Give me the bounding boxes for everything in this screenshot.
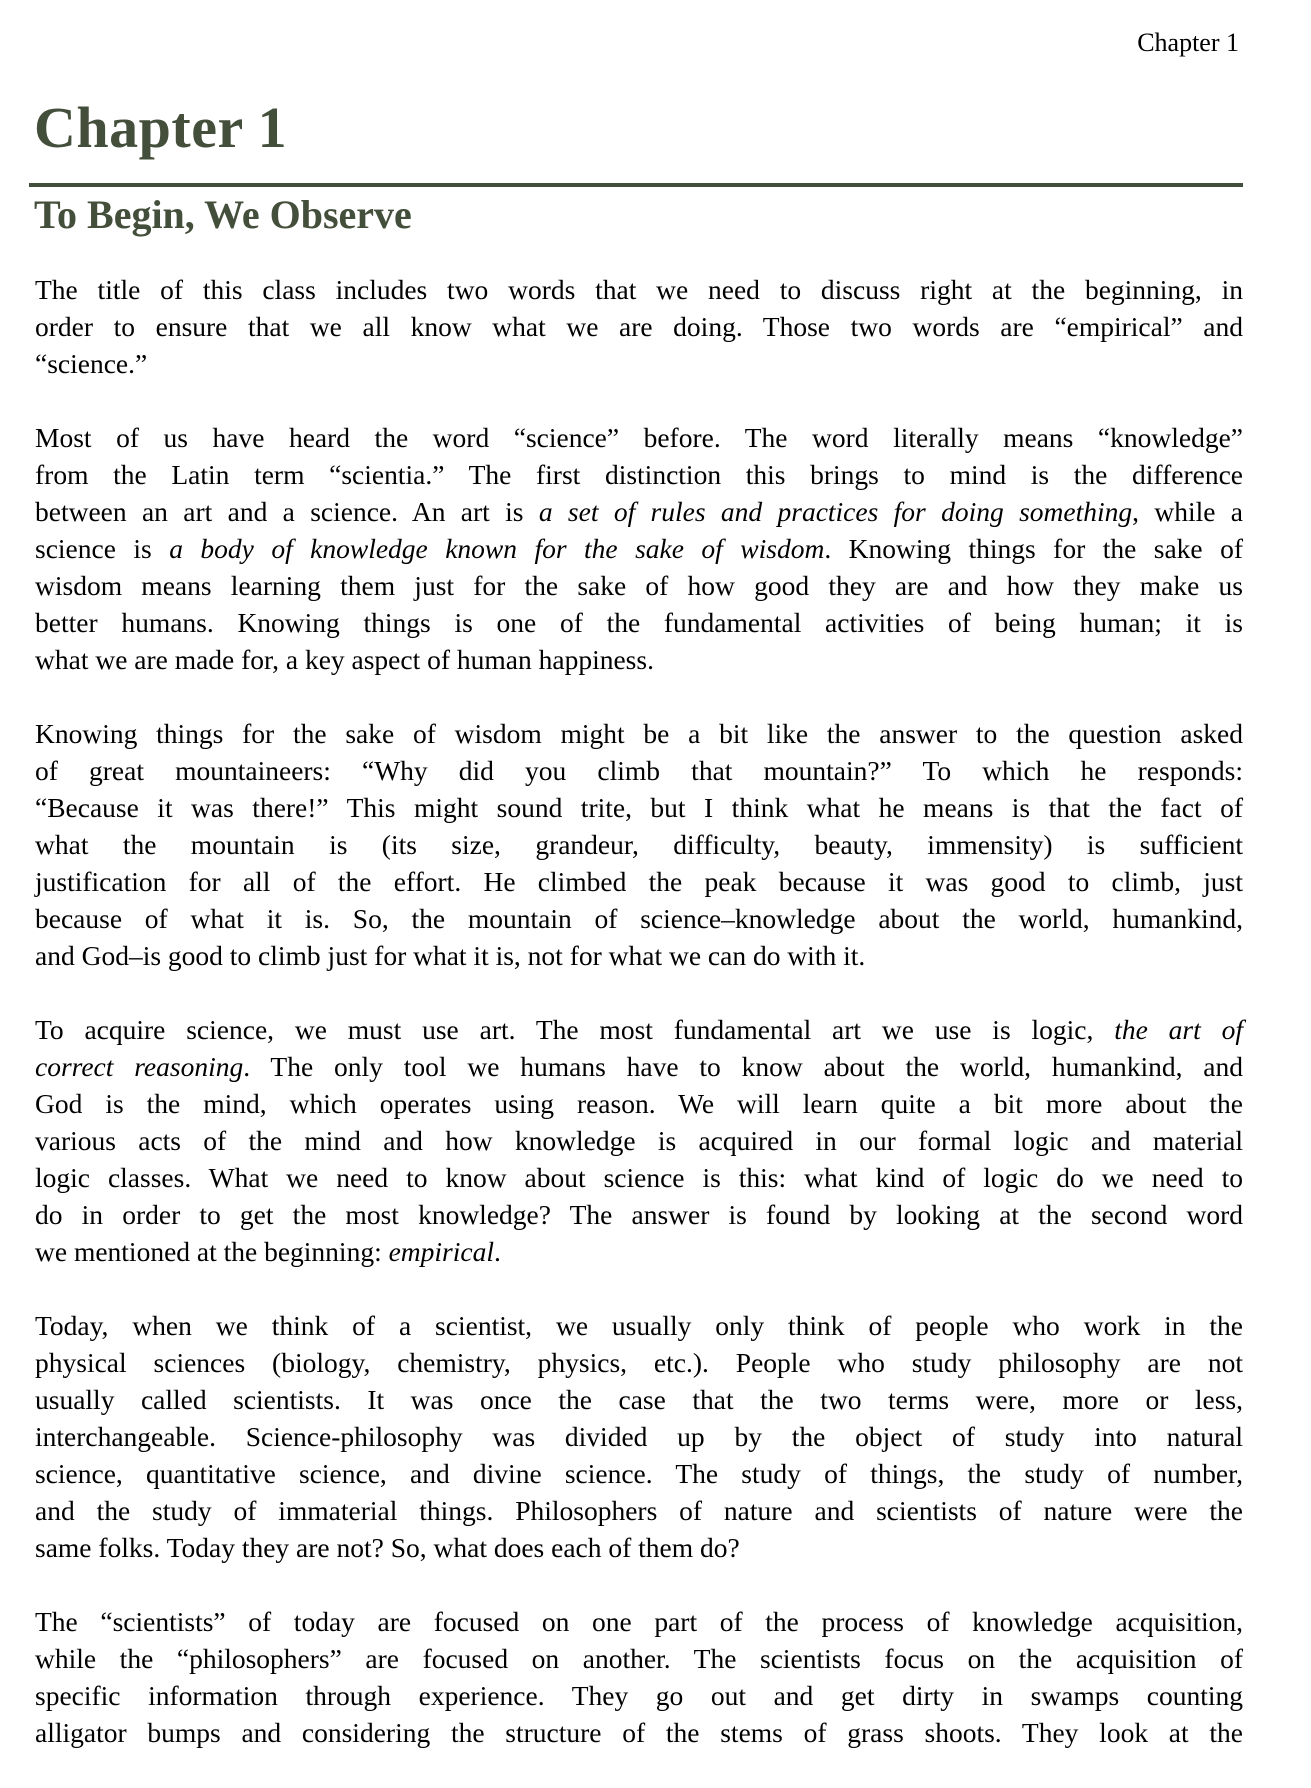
text-run: and the study of immaterial things. Philosophers of nature and scientists of nature were the [35, 1495, 1243, 1526]
text-line [35, 1640, 1243, 1677]
text-run: and God–is good to climb just for what it is, not for what we can do with it. [35, 940, 866, 971]
text-run: . The only tool we humans have to know about the world, humankind, and [243, 1051, 1244, 1082]
text-line [35, 1603, 1243, 1640]
text-line [35, 604, 1243, 641]
text-line [35, 530, 1243, 567]
text-line [35, 900, 1243, 937]
text-run: what we are made for, a key aspect of human happiness. [35, 644, 654, 675]
text-line [35, 1381, 1243, 1418]
chapter-title: Chapter 1 [34, 95, 288, 160]
text-run: Most of us have heard the word “science” before. The word literally means “knowledge” [35, 422, 1243, 453]
text-line [35, 826, 1243, 863]
text-run: do in order to get the most knowledge? The answer is found by looking at the second word [35, 1199, 1243, 1230]
text-line [35, 1048, 1243, 1085]
italic-phrase: a set of rules and practices for doing something [538, 496, 1133, 527]
text-line [35, 715, 1243, 752]
text-run: physical sciences (biology, chemistry, physics, etc.). People who study philosophy are not [35, 1347, 1243, 1378]
text-line [35, 1011, 1243, 1048]
italic-phrase: correct reasoning [35, 1051, 244, 1082]
text-run: science is [35, 533, 170, 564]
text-run: what the mountain is (its size, grandeur, difficulty, beauty, immensity) is sufficient [35, 829, 1243, 860]
chapter-divider-rule [29, 183, 1243, 187]
text-run: same folks. Today they are not? So, what does each of them do? [35, 1532, 740, 1563]
text-run: . [494, 1236, 501, 1267]
paragraph [35, 1307, 1243, 1566]
text-line [35, 1492, 1243, 1529]
text-run: better humans. Knowing things is one of the fundamental activities of being human; it is [35, 607, 1243, 638]
text-run: To acquire science, we must use art. The most fundamental art we use is logic, [35, 1014, 1115, 1045]
text-run: while the “philosophers” are focused on another. The scientists focus on the acquisition of [35, 1643, 1243, 1674]
text-line [35, 308, 1243, 345]
text-run: from the Latin term “scientia.” The first distinction this brings to mind is the difference [35, 459, 1243, 490]
text-run: we mentioned at the beginning: [35, 1236, 389, 1267]
text-line [35, 1233, 1243, 1270]
text-run: alligator bumps and considering the structure of the stems of grass shoots. They look at the [35, 1717, 1243, 1748]
text-run: usually called scientists. It was once the case that the two terms were, more or less, [35, 1384, 1243, 1415]
text-run: order to ensure that we all know what we are doing. Those two words are “empirical” and [35, 311, 1243, 342]
text-line [35, 1714, 1243, 1751]
paragraph [35, 419, 1243, 678]
text-run: science, quantitative science, and divine science. The study of things, the study of number, [35, 1458, 1243, 1489]
text-line [35, 752, 1243, 789]
text-line [35, 1344, 1243, 1381]
text-run: , while a [1132, 496, 1243, 527]
text-line [35, 1196, 1243, 1233]
italic-phrase: the art of [1114, 1014, 1243, 1045]
text-run: “Because it was there!” This might sound trite, but I think what he means is that the fact of [35, 792, 1243, 823]
text-line [35, 641, 1243, 678]
text-line [35, 456, 1243, 493]
text-run: justification for all of the effort. He climbed the peak because it was good to climb, just [35, 866, 1243, 897]
text-run: specific information through experience. They go out and get dirty in swamps counting [35, 1680, 1243, 1711]
text-run: . Knowing things for the sake of [824, 533, 1243, 564]
text-line [35, 1159, 1243, 1196]
text-run: between an art and a science. An art is [35, 496, 539, 527]
text-run: The title of this class includes two words that we need to discuss right at the beginning, in [35, 274, 1243, 305]
text-run: logic classes. What we need to know about science is this: what kind of logic do we need to [35, 1162, 1243, 1193]
text-line [35, 1307, 1243, 1344]
text-line [35, 567, 1243, 604]
text-line [35, 1677, 1243, 1714]
paragraph [35, 1011, 1243, 1270]
text-run: of great mountaineers: “Why did you climb that mountain?” To which he responds: [35, 755, 1243, 786]
text-line [35, 1529, 1243, 1566]
paragraph [35, 271, 1243, 382]
text-line [35, 1418, 1243, 1455]
text-line [35, 937, 1243, 974]
italic-phrase: empirical [388, 1236, 494, 1267]
text-run: God is the mind, which operates using reason. We will learn quite a bit more about the [35, 1088, 1243, 1119]
text-line [35, 345, 1243, 382]
running-header: Chapter 1 [1137, 28, 1239, 57]
paragraph [35, 715, 1243, 974]
text-line [35, 1122, 1243, 1159]
text-run: wisdom means learning them just for the sake of how good they are and how they make us [35, 570, 1243, 601]
text-line [35, 1085, 1243, 1122]
text-run: The “scientists” of today are focused on one part of the process of knowledge acquisition, [35, 1606, 1243, 1637]
italic-phrase: a body of knowledge known for the sake of wisdom [169, 533, 825, 564]
text-run: Today, when we think of a scientist, we usually only think of people who work in the [35, 1310, 1243, 1341]
text-run: Knowing things for the sake of wisdom might be a bit like the answer to the question asked [35, 718, 1243, 749]
text-line [35, 419, 1243, 456]
text-line [35, 789, 1243, 826]
text-line [35, 1455, 1243, 1492]
text-run: interchangeable. Science-philosophy was divided up by the object of study into natural [35, 1421, 1243, 1452]
text-line [35, 493, 1243, 530]
paragraph [35, 1603, 1243, 1751]
text-line [35, 863, 1243, 900]
text-line [35, 271, 1243, 308]
section-title: To Begin, We Observe [34, 192, 412, 237]
body-text [35, 271, 1243, 1788]
text-run: various acts of the mind and how knowledge is acquired in our formal logic and material [35, 1125, 1243, 1156]
text-run: because of what it is. So, the mountain of science–knowledge about the world, humankind, [35, 903, 1243, 934]
text-run: “science.” [35, 348, 148, 379]
